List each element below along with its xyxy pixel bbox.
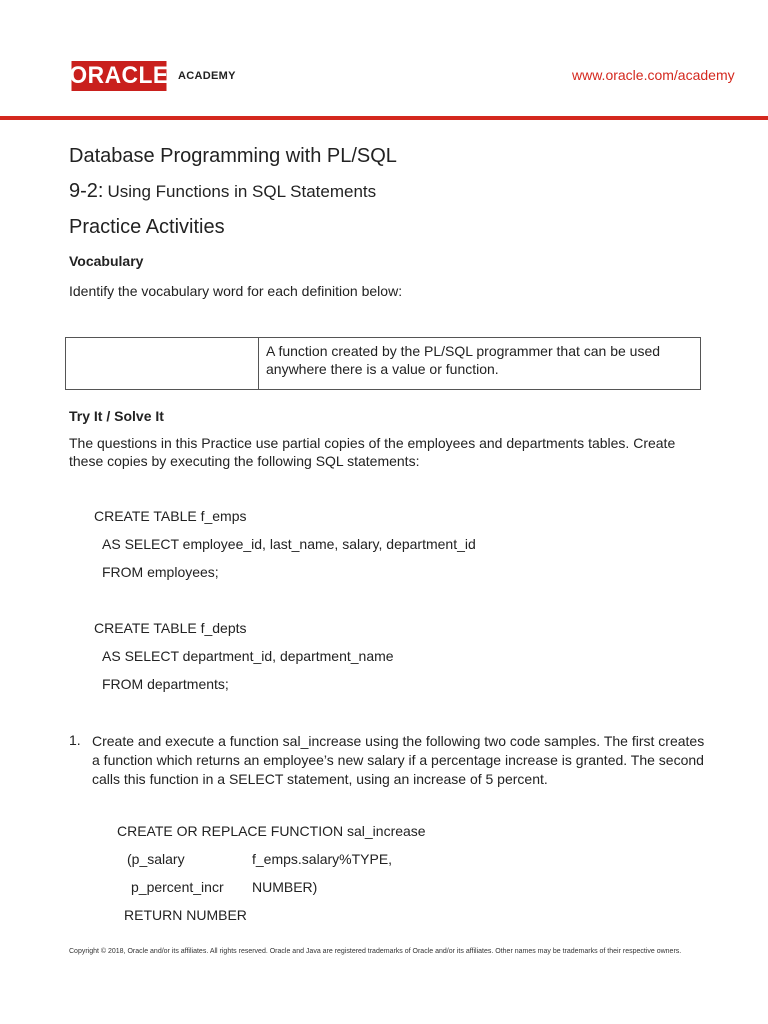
oracle-logo bbox=[69, 61, 169, 91]
code-line: FROM employees; bbox=[102, 564, 219, 580]
function-param-name: p_percent_incr bbox=[131, 879, 224, 895]
vocabulary-term-cell[interactable] bbox=[66, 338, 259, 389]
function-param-type: f_emps.salary%TYPE, bbox=[252, 851, 393, 867]
try-it-heading: Try It / Solve It bbox=[69, 408, 164, 424]
copyright-footer: Copyright © 2018, Oracle and/or its affiliates. All rights reserved. Oracle and Java are registered trademarks of Oracle and/or its affiliates. Other names may be trademarks of their respective owners. bbox=[69, 948, 682, 955]
academy-url-link[interactable]: www.oracle.com/academy bbox=[572, 67, 735, 83]
oracle-logo-text: ORACLE bbox=[69, 62, 169, 89]
vocabulary-definition-cell: A function created by the PL/SQL programmer that can be used anywhere there is a value or function. bbox=[266, 343, 661, 377]
function-param-type: NUMBER) bbox=[252, 879, 318, 895]
lesson-number: 9-2: bbox=[69, 180, 104, 202]
vocabulary-heading: Vocabulary bbox=[69, 253, 144, 269]
function-code-line: CREATE OR REPLACE FUNCTION sal_increase bbox=[117, 823, 426, 839]
code-line: FROM departments; bbox=[102, 676, 229, 692]
code-line: CREATE TABLE f_depts bbox=[94, 620, 247, 636]
code-line: AS SELECT employee_id, last_name, salary, department_id bbox=[102, 536, 476, 552]
item-1-number: 1. bbox=[69, 732, 81, 748]
lesson-name: Using Functions in SQL Statements bbox=[107, 182, 377, 201]
code-line: CREATE TABLE f_emps bbox=[94, 508, 247, 524]
item-1-text: Create and execute a function sal_increase using the following two code samples. The first creates a function which returns an employee’s new salary if a percentage increase is granted. The second calls this function in a SELECT statement, using an increase of 5 percent. bbox=[92, 733, 705, 787]
function-return-line: RETURN NUMBER bbox=[124, 907, 247, 923]
vocabulary-table bbox=[65, 337, 701, 390]
function-param-name: (p_salary bbox=[127, 851, 185, 867]
academy-label: ACADEMY bbox=[178, 70, 236, 82]
try-it-intro: The questions in this Practice use partial copies of the employees and departments tables. Create these copies by executing the following SQL statements: bbox=[69, 435, 676, 469]
lesson-title bbox=[69, 180, 376, 203]
vocabulary-instruction: Identify the vocabulary word for each definition below: bbox=[69, 283, 403, 299]
practice-heading: Practice Activities bbox=[69, 216, 225, 238]
code-line: AS SELECT department_id, department_name bbox=[102, 648, 394, 664]
course-title: Database Programming with PL/SQL bbox=[69, 145, 397, 167]
header-divider bbox=[0, 116, 768, 120]
